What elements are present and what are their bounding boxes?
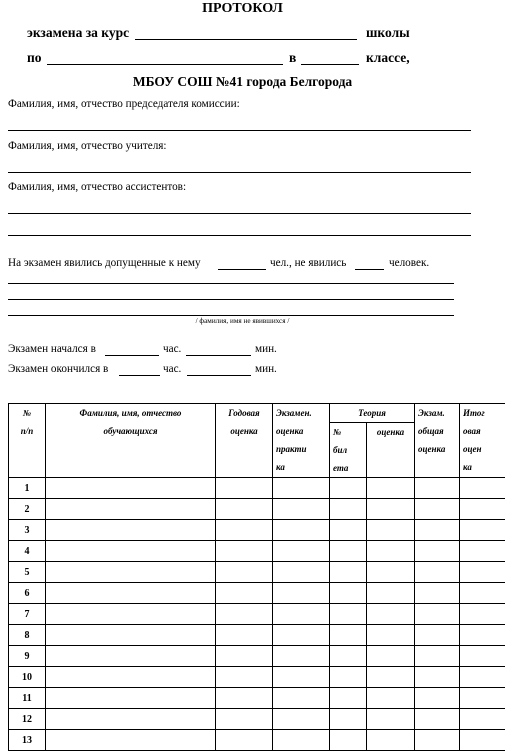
table-cell [460, 709, 505, 730]
table-cell [273, 604, 330, 625]
row-number: 8 [9, 625, 46, 646]
table-cell [216, 499, 273, 520]
table-cell [46, 562, 216, 583]
subject-blank-line [47, 64, 283, 65]
attendance-label-b: чел., не явились [270, 257, 346, 269]
table-cell [415, 520, 460, 541]
table-cell [460, 520, 505, 541]
table-row [9, 583, 505, 604]
table-cell [216, 688, 273, 709]
row-number: 6 [9, 583, 46, 604]
table-row [9, 625, 505, 646]
row-number: 3 [9, 520, 46, 541]
table-cell [330, 604, 367, 625]
table-cell [367, 688, 415, 709]
table-row [9, 646, 505, 667]
table-cell [460, 499, 505, 520]
col-header-theory: Теория [330, 404, 415, 423]
absent-names-line-1 [8, 283, 454, 284]
table-cell [415, 625, 460, 646]
table-cell [273, 541, 330, 562]
table-cell [216, 709, 273, 730]
start-hour-line [105, 355, 159, 356]
table-cell [460, 730, 505, 751]
table-cell [460, 604, 505, 625]
table-cell [273, 730, 330, 751]
attendance-label-a: На экзамен явились допущенные к нему [8, 257, 201, 269]
table-cell [46, 604, 216, 625]
table-cell [367, 709, 415, 730]
table-cell [330, 667, 367, 688]
table-cell [367, 625, 415, 646]
table-cell [216, 625, 273, 646]
table-cell [367, 583, 415, 604]
col-header-year-grade: Годовая оценка [216, 404, 273, 478]
table-cell [273, 688, 330, 709]
table-cell [46, 625, 216, 646]
table-cell [460, 646, 505, 667]
row-number: 2 [9, 499, 46, 520]
table-cell [415, 541, 460, 562]
table-row [9, 688, 505, 709]
table-cell [216, 583, 273, 604]
assistants-label: Фамилия, имя, отчество ассистентов: [8, 181, 186, 193]
table-cell [46, 541, 216, 562]
table-cell [330, 541, 367, 562]
school-name: МБОУ СОШ №41 города Белгорода [0, 74, 485, 90]
table-row [9, 478, 505, 499]
table-cell [415, 709, 460, 730]
col-header-number: № п/п [9, 404, 46, 478]
table-row [9, 562, 505, 583]
table-cell [330, 709, 367, 730]
table-cell [367, 562, 415, 583]
end-label-b: час. [163, 363, 181, 375]
exam-results-table [8, 403, 505, 751]
course-blank-line [135, 39, 357, 40]
table-cell [415, 688, 460, 709]
start-label-c: мин. [255, 343, 277, 355]
table-cell [273, 520, 330, 541]
table-row [9, 730, 505, 751]
absent-names-line-2 [8, 299, 454, 300]
table-cell [273, 646, 330, 667]
table-cell [367, 604, 415, 625]
table-cell [367, 646, 415, 667]
table-cell [216, 730, 273, 751]
table-cell [415, 646, 460, 667]
row-number: 12 [9, 709, 46, 730]
table-cell [46, 709, 216, 730]
table-cell [460, 562, 505, 583]
absent-caption: / фамилия, имя не явившихся / [0, 317, 485, 325]
col-header-final: Итог овая оцен ка [460, 404, 505, 478]
in-label: в [289, 50, 296, 66]
table-cell [273, 478, 330, 499]
table-cell [460, 541, 505, 562]
row-number: 5 [9, 562, 46, 583]
table-cell [330, 583, 367, 604]
table-cell [273, 667, 330, 688]
table-cell [415, 478, 460, 499]
table-cell [415, 730, 460, 751]
table-cell [216, 604, 273, 625]
table-cell [46, 646, 216, 667]
class-blank-line [301, 64, 359, 65]
attended-blank-line [218, 269, 266, 270]
table-cell [415, 604, 460, 625]
class-label: классе, [366, 50, 410, 66]
table-cell [216, 646, 273, 667]
subject-label: по [27, 50, 42, 66]
row-number: 1 [9, 478, 46, 499]
protocol-title: ПРОТОКОЛ [0, 1, 485, 17]
table-cell [46, 499, 216, 520]
col-header-exam-total: Экзам. общая оценка [415, 404, 460, 478]
table-row [9, 499, 505, 520]
table-cell [216, 478, 273, 499]
table-cell [460, 583, 505, 604]
end-label-a: Экзамен окончился в [8, 363, 108, 375]
table-cell [330, 520, 367, 541]
row-number: 4 [9, 541, 46, 562]
table-cell [46, 478, 216, 499]
exam-course-label: экзамена за курс [27, 25, 129, 41]
start-label-a: Экзамен начался в [8, 343, 96, 355]
table-cell [415, 499, 460, 520]
chairman-label: Фамилия, имя, отчество председателя комиссии: [8, 98, 240, 110]
assistants-line-2 [8, 235, 471, 236]
attendance-label-c: человек. [389, 257, 429, 269]
table-cell [367, 478, 415, 499]
row-number: 11 [9, 688, 46, 709]
col-header-name: Фамилия, имя, отчество обучающихся [46, 404, 216, 478]
table-row [9, 541, 505, 562]
col-header-theory-grade: оценка [367, 423, 415, 478]
row-number: 10 [9, 667, 46, 688]
table-row [9, 604, 505, 625]
table-cell [46, 520, 216, 541]
table-cell [330, 478, 367, 499]
start-min-line [186, 355, 251, 356]
table-cell [415, 667, 460, 688]
table-cell [330, 688, 367, 709]
row-number: 7 [9, 604, 46, 625]
table-cell [273, 709, 330, 730]
teacher-line [8, 172, 471, 173]
table-cell [46, 688, 216, 709]
table-row [9, 520, 505, 541]
table-cell [367, 520, 415, 541]
table-cell [216, 667, 273, 688]
table-row [9, 709, 505, 730]
col-header-practice: Экзамен. оценка практи ка [273, 404, 330, 478]
table-cell [330, 625, 367, 646]
table-cell [273, 583, 330, 604]
table-cell [415, 583, 460, 604]
table-cell [460, 478, 505, 499]
table-cell [367, 730, 415, 751]
row-number: 9 [9, 646, 46, 667]
absent-names-line-3 [8, 315, 454, 316]
chairman-line [8, 130, 471, 131]
table-cell [216, 541, 273, 562]
row-number: 13 [9, 730, 46, 751]
table-cell [216, 562, 273, 583]
table-cell [46, 730, 216, 751]
table-cell [367, 541, 415, 562]
table-cell [460, 667, 505, 688]
table-cell [460, 688, 505, 709]
table-cell [273, 562, 330, 583]
table-cell [273, 499, 330, 520]
table-cell [216, 520, 273, 541]
col-header-ticket: № бил ета [330, 423, 367, 478]
table-cell [46, 583, 216, 604]
table-cell [330, 562, 367, 583]
teacher-label: Фамилия, имя, отчество учителя: [8, 140, 167, 152]
table-cell [460, 625, 505, 646]
start-label-b: час. [163, 343, 181, 355]
table-row [9, 667, 505, 688]
table-cell [367, 667, 415, 688]
table-cell [415, 562, 460, 583]
end-hour-line [119, 375, 160, 376]
table-cell [273, 625, 330, 646]
table-cell [330, 646, 367, 667]
table-cell [330, 499, 367, 520]
table-cell [330, 730, 367, 751]
table-cell [46, 667, 216, 688]
assistants-line-1 [8, 213, 471, 214]
end-label-c: мин. [255, 363, 277, 375]
absent-blank-line [355, 269, 384, 270]
table-cell [367, 499, 415, 520]
school-label: школы [366, 25, 410, 41]
end-min-line [187, 375, 251, 376]
